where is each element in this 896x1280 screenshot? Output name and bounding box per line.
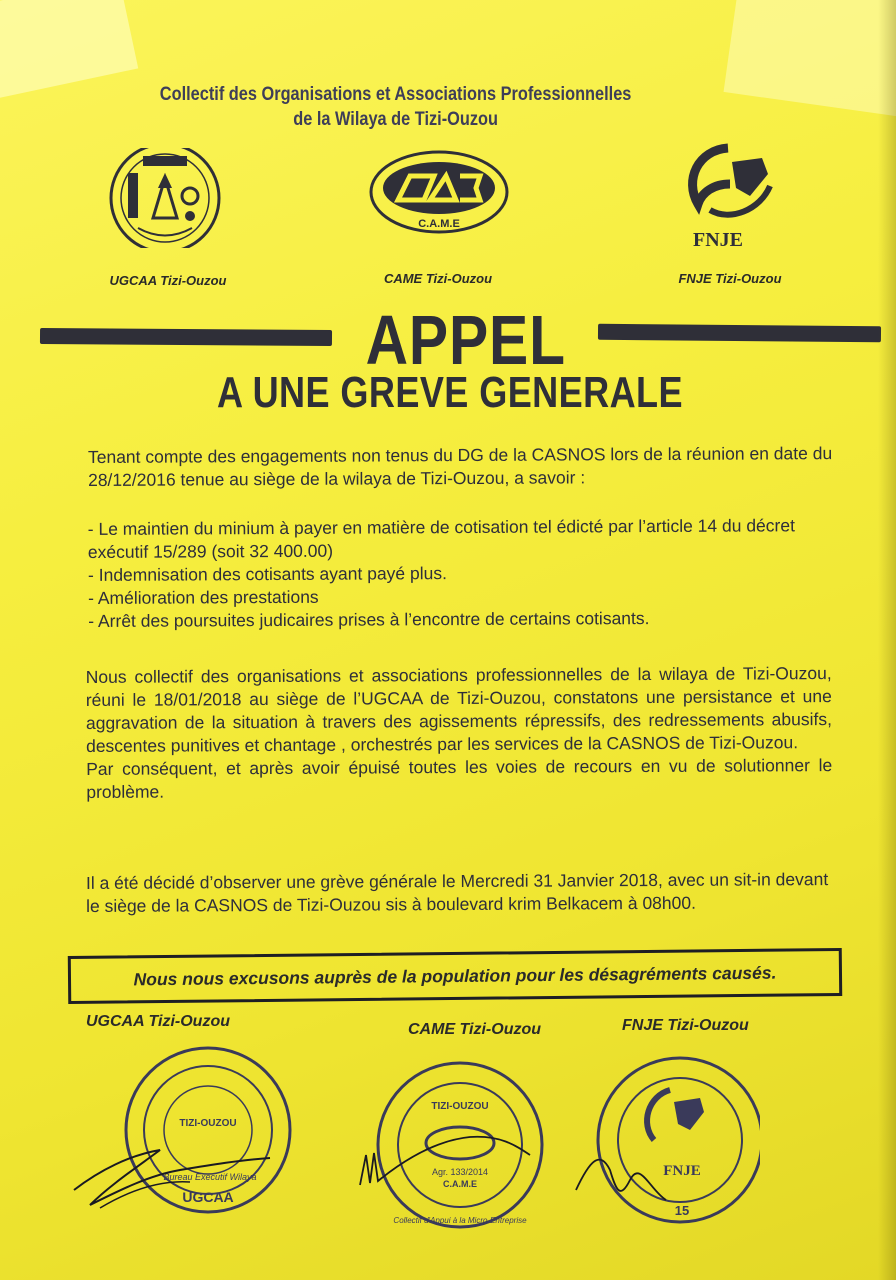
demands-list	[88, 514, 849, 633]
svg-text:C.A.M.E: C.A.M.E	[442, 1179, 478, 1189]
signature-label-ugcaa: UGCAA Tizi-Ouzou	[86, 1013, 230, 1030]
svg-text:Bureau Exécutif Wilaya: Bureau Exécutif Wilaya	[163, 1172, 257, 1182]
ugcaa-logo-label: UGCAA Tizi-Ouzou	[109, 273, 227, 288]
decision-paragraph	[86, 868, 834, 918]
came-emblem-icon	[368, 148, 510, 238]
ugcaa-stamp	[70, 1040, 300, 1225]
apology-text: Nous nous excusons auprès de la population pour les désagréments causés.	[133, 962, 777, 989]
demand-item: - Le maintien du minium à payer en matière de cotisation tel édicté par l’article 14 du décret exécutif 15/289 (soit 32 400.00)	[87, 515, 795, 562]
demand-item: - Indemnisation des cotisants ayant payé plus.	[87, 563, 448, 585]
svg-text:Collectif d'Appui à la Micro-E: Collectif d'Appui à la Micro-Entreprise	[393, 1216, 527, 1225]
apology-box	[68, 948, 842, 1004]
page-title: APPEL	[365, 301, 566, 379]
svg-text:TIZI-OUZOU: TIZI-OUZOU	[431, 1101, 489, 1112]
ugcaa-emblem-icon	[108, 148, 223, 248]
header-line-2: de la Wilaya de Tizi-Ouzou	[293, 109, 498, 130]
svg-text:UGCAA: UGCAA	[182, 1189, 234, 1205]
decision-text: Il a été décidé d’observer une grève générale le Mercredi 31 Janvier 2018, avec un sit-in devant le siège de la CASNOS de Tizi-Ouzou sis à boulevard krim Belkacem à 08h00.	[85, 869, 829, 916]
svg-text:TIZI-OUZOU: TIZI-OUZOU	[179, 1118, 237, 1129]
paper-edge-shadow	[878, 0, 896, 1280]
body-text-2: Par conséquent, et après avoir épuisé toutes les voies de recours en vu de solutionner le problème.	[86, 755, 833, 802]
organization-header	[0, 82, 791, 132]
body-paragraph	[86, 662, 833, 804]
fnje-emblem-icon	[680, 140, 780, 250]
came-logo-label: CAME Tizi-Ouzou	[383, 271, 493, 286]
svg-text:FNJE: FNJE	[693, 229, 743, 250]
intro-text: Tenant compte des engagements non tenus du DG de la CASNOS lors de la réunion en date du 28/12/2016 tenue au siège de la wilaya de Tizi-Ouzou, a savoir :	[87, 443, 833, 490]
title-rule-right	[598, 324, 881, 342]
svg-text:15: 15	[674, 1203, 690, 1218]
fnje-logo-label: FNJE Tizi-Ouzou	[678, 271, 782, 286]
svg-text:FNJE: FNJE	[663, 1163, 701, 1179]
title-rule-left	[40, 328, 332, 346]
svg-text:Agr. 133/2014: Agr. 133/2014	[431, 1167, 489, 1177]
demand-item: - Arrêt des poursuites judicaires prises à l’encontre de certains cotisants.	[88, 608, 650, 631]
came-stamp	[350, 1045, 550, 1240]
signature-label-fnje: FNJE Tizi-Ouzou	[622, 1017, 749, 1034]
intro-paragraph	[88, 442, 850, 492]
body-text-1: Nous collectif des organisations et associations professionnelles de la wilaya de Tizi-Ouzou, réuni le 18/01/2018 au siège de l’UGCAA de Tizi-Ouzou, constatons une persistance et une aggravation de la situation à travers des agissements répressifs, des redressements abusifs, descentes punitives et chantage , orchestrés par les services de la CASNOS de Tizi-Ouzou.	[85, 663, 832, 756]
signature-label-came: CAME Tizi-Ouzou	[408, 1021, 542, 1038]
page-subtitle: A UNE GREVE GENERALE	[217, 368, 683, 417]
demand-item: - Amélioration des prestations	[88, 586, 319, 608]
fnje-stamp	[570, 1040, 760, 1245]
header-line-1: Collectif des Organisations et Associations Professionnelles	[159, 84, 632, 105]
svg-text:C.A.M.E: C.A.M.E	[418, 218, 460, 230]
